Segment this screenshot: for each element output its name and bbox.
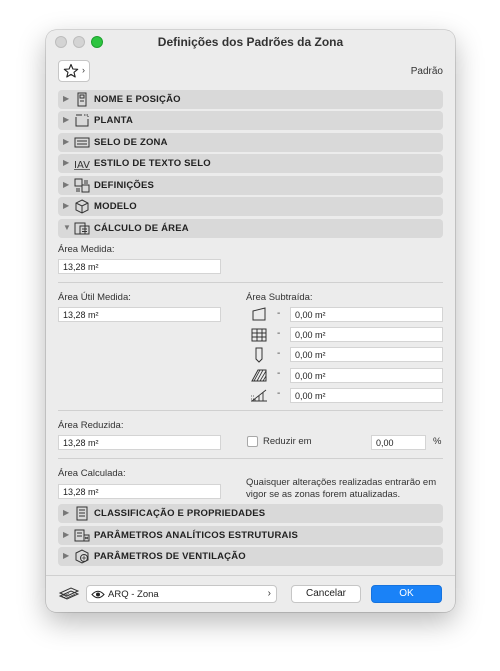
disclosure-right-icon: ▶ xyxy=(63,508,70,517)
layer-select[interactable] xyxy=(86,585,277,603)
area-calculation-icon xyxy=(74,221,90,236)
zone-settings-dialog xyxy=(46,30,455,612)
dash: - xyxy=(277,308,281,319)
reduce-checkbox[interactable] xyxy=(247,436,258,447)
section-label: ESTILO DE TEXTO SELO xyxy=(94,158,211,169)
ok-button[interactable]: OK xyxy=(371,585,442,603)
layers-icon xyxy=(58,586,80,602)
svg-text:IAV: IAV xyxy=(74,160,90,171)
net-area-label: Área Útil Medida: xyxy=(58,292,131,303)
update-note: Quaisquer alterações realizadas entrarão em vigor se as zonas forem atualizadas. xyxy=(246,477,437,500)
favorites-button[interactable] xyxy=(58,60,90,82)
section-label: MODELO xyxy=(94,201,137,212)
model-icon xyxy=(74,199,90,214)
cancel-button[interactable]: Cancelar xyxy=(291,585,361,603)
zone-stamp-icon xyxy=(74,135,90,150)
dash: - xyxy=(277,368,281,379)
dash: - xyxy=(277,328,281,339)
section-area-calculation[interactable] xyxy=(58,219,443,238)
reduce-checkbox-label: Reduzir em xyxy=(263,436,312,447)
disclosure-down-icon: ▼ xyxy=(63,223,71,232)
classification-icon xyxy=(74,506,90,521)
measured-area-field[interactable]: 13,28 m² xyxy=(58,259,221,274)
wall-inset-icon xyxy=(250,327,268,343)
window-title: Definições dos Padrões da Zona xyxy=(157,35,344,49)
column-icon xyxy=(250,347,268,363)
structural-icon xyxy=(74,528,90,543)
subtracted-column-field[interactable]: 0,00 m² xyxy=(290,347,443,362)
definitions-icon xyxy=(74,178,90,193)
measured-area-label: Área Medida: xyxy=(58,244,115,255)
section-structural-analytics[interactable] xyxy=(58,526,443,545)
calculated-area-field[interactable]: 13,28 m² xyxy=(58,484,221,499)
section-name-position[interactable] xyxy=(58,90,443,109)
section-label: PARÂMETROS ANALÍTICOS ESTRUTURAIS xyxy=(94,530,298,541)
section-label: PLANTA xyxy=(94,115,134,126)
footer-divider xyxy=(46,575,455,576)
title-bar xyxy=(46,30,455,54)
section-model[interactable] xyxy=(58,197,443,216)
section-label: SELO DE ZONA xyxy=(94,137,168,148)
fill-icon xyxy=(250,367,268,383)
floor-plan-icon xyxy=(74,113,90,128)
net-area-field[interactable]: 13,28 m² xyxy=(58,307,221,322)
disclosure-right-icon: ▶ xyxy=(63,94,70,103)
dash: - xyxy=(277,388,281,399)
divider xyxy=(58,458,443,459)
section-label: CLASSIFICAÇÃO E PROPRIEDADES xyxy=(94,508,266,519)
section-floor-plan[interactable] xyxy=(58,111,443,130)
section-classification[interactable] xyxy=(58,504,443,523)
section-label: PARÂMETROS DE VENTILAÇÃO xyxy=(94,551,246,562)
subtracted-low-height-field[interactable]: 0,00 m² xyxy=(290,307,443,322)
section-label: DEFINIÇÕES xyxy=(94,180,155,191)
divider xyxy=(58,410,443,411)
percent-unit: % xyxy=(433,436,442,447)
disclosure-right-icon: ▶ xyxy=(63,115,70,124)
section-text-style[interactable] xyxy=(58,154,443,173)
disclosure-right-icon: ▶ xyxy=(63,201,70,210)
section-label: NOME E POSIÇÃO xyxy=(94,94,181,105)
section-zone-stamp[interactable] xyxy=(58,133,443,152)
chevron-right-icon: › xyxy=(82,65,85,75)
disclosure-right-icon: ▶ xyxy=(63,158,70,167)
low-height-icon xyxy=(250,306,268,322)
reduced-area-field[interactable]: 13,28 m² xyxy=(58,435,221,450)
preset-label: Padrão xyxy=(410,66,443,77)
subtracted-stair-field[interactable]: 0,00 m² xyxy=(290,388,443,403)
disclosure-right-icon: ▶ xyxy=(63,530,70,539)
divider xyxy=(58,282,443,283)
section-ventilation[interactable] xyxy=(58,547,443,566)
chevron-right-icon: › xyxy=(267,588,271,599)
stair-icon xyxy=(250,387,268,403)
subtracted-area-label: Área Subtraída: xyxy=(246,292,313,303)
ventilation-icon xyxy=(74,549,90,564)
layer-name: ARQ - Zona xyxy=(108,589,159,600)
disclosure-right-icon: ▶ xyxy=(63,180,70,189)
calculated-area-label: Área Calculada: xyxy=(58,468,126,479)
reduced-area-label: Área Reduzida: xyxy=(58,420,124,431)
star-icon xyxy=(63,63,79,79)
dash: - xyxy=(277,348,281,359)
disclosure-right-icon: ▶ xyxy=(63,137,70,146)
section-label: CÁLCULO DE ÁREA xyxy=(94,223,189,234)
subtracted-wall-inset-field[interactable]: 0,00 m² xyxy=(290,327,443,342)
name-position-icon xyxy=(74,92,90,107)
reduce-percent-field[interactable]: 0,00 xyxy=(371,435,426,450)
disclosure-right-icon: ▶ xyxy=(63,551,70,560)
section-definitions[interactable] xyxy=(58,176,443,195)
subtracted-fill-field[interactable]: 0,00 m² xyxy=(290,368,443,383)
text-style-icon xyxy=(74,156,90,171)
eye-icon xyxy=(91,589,105,600)
